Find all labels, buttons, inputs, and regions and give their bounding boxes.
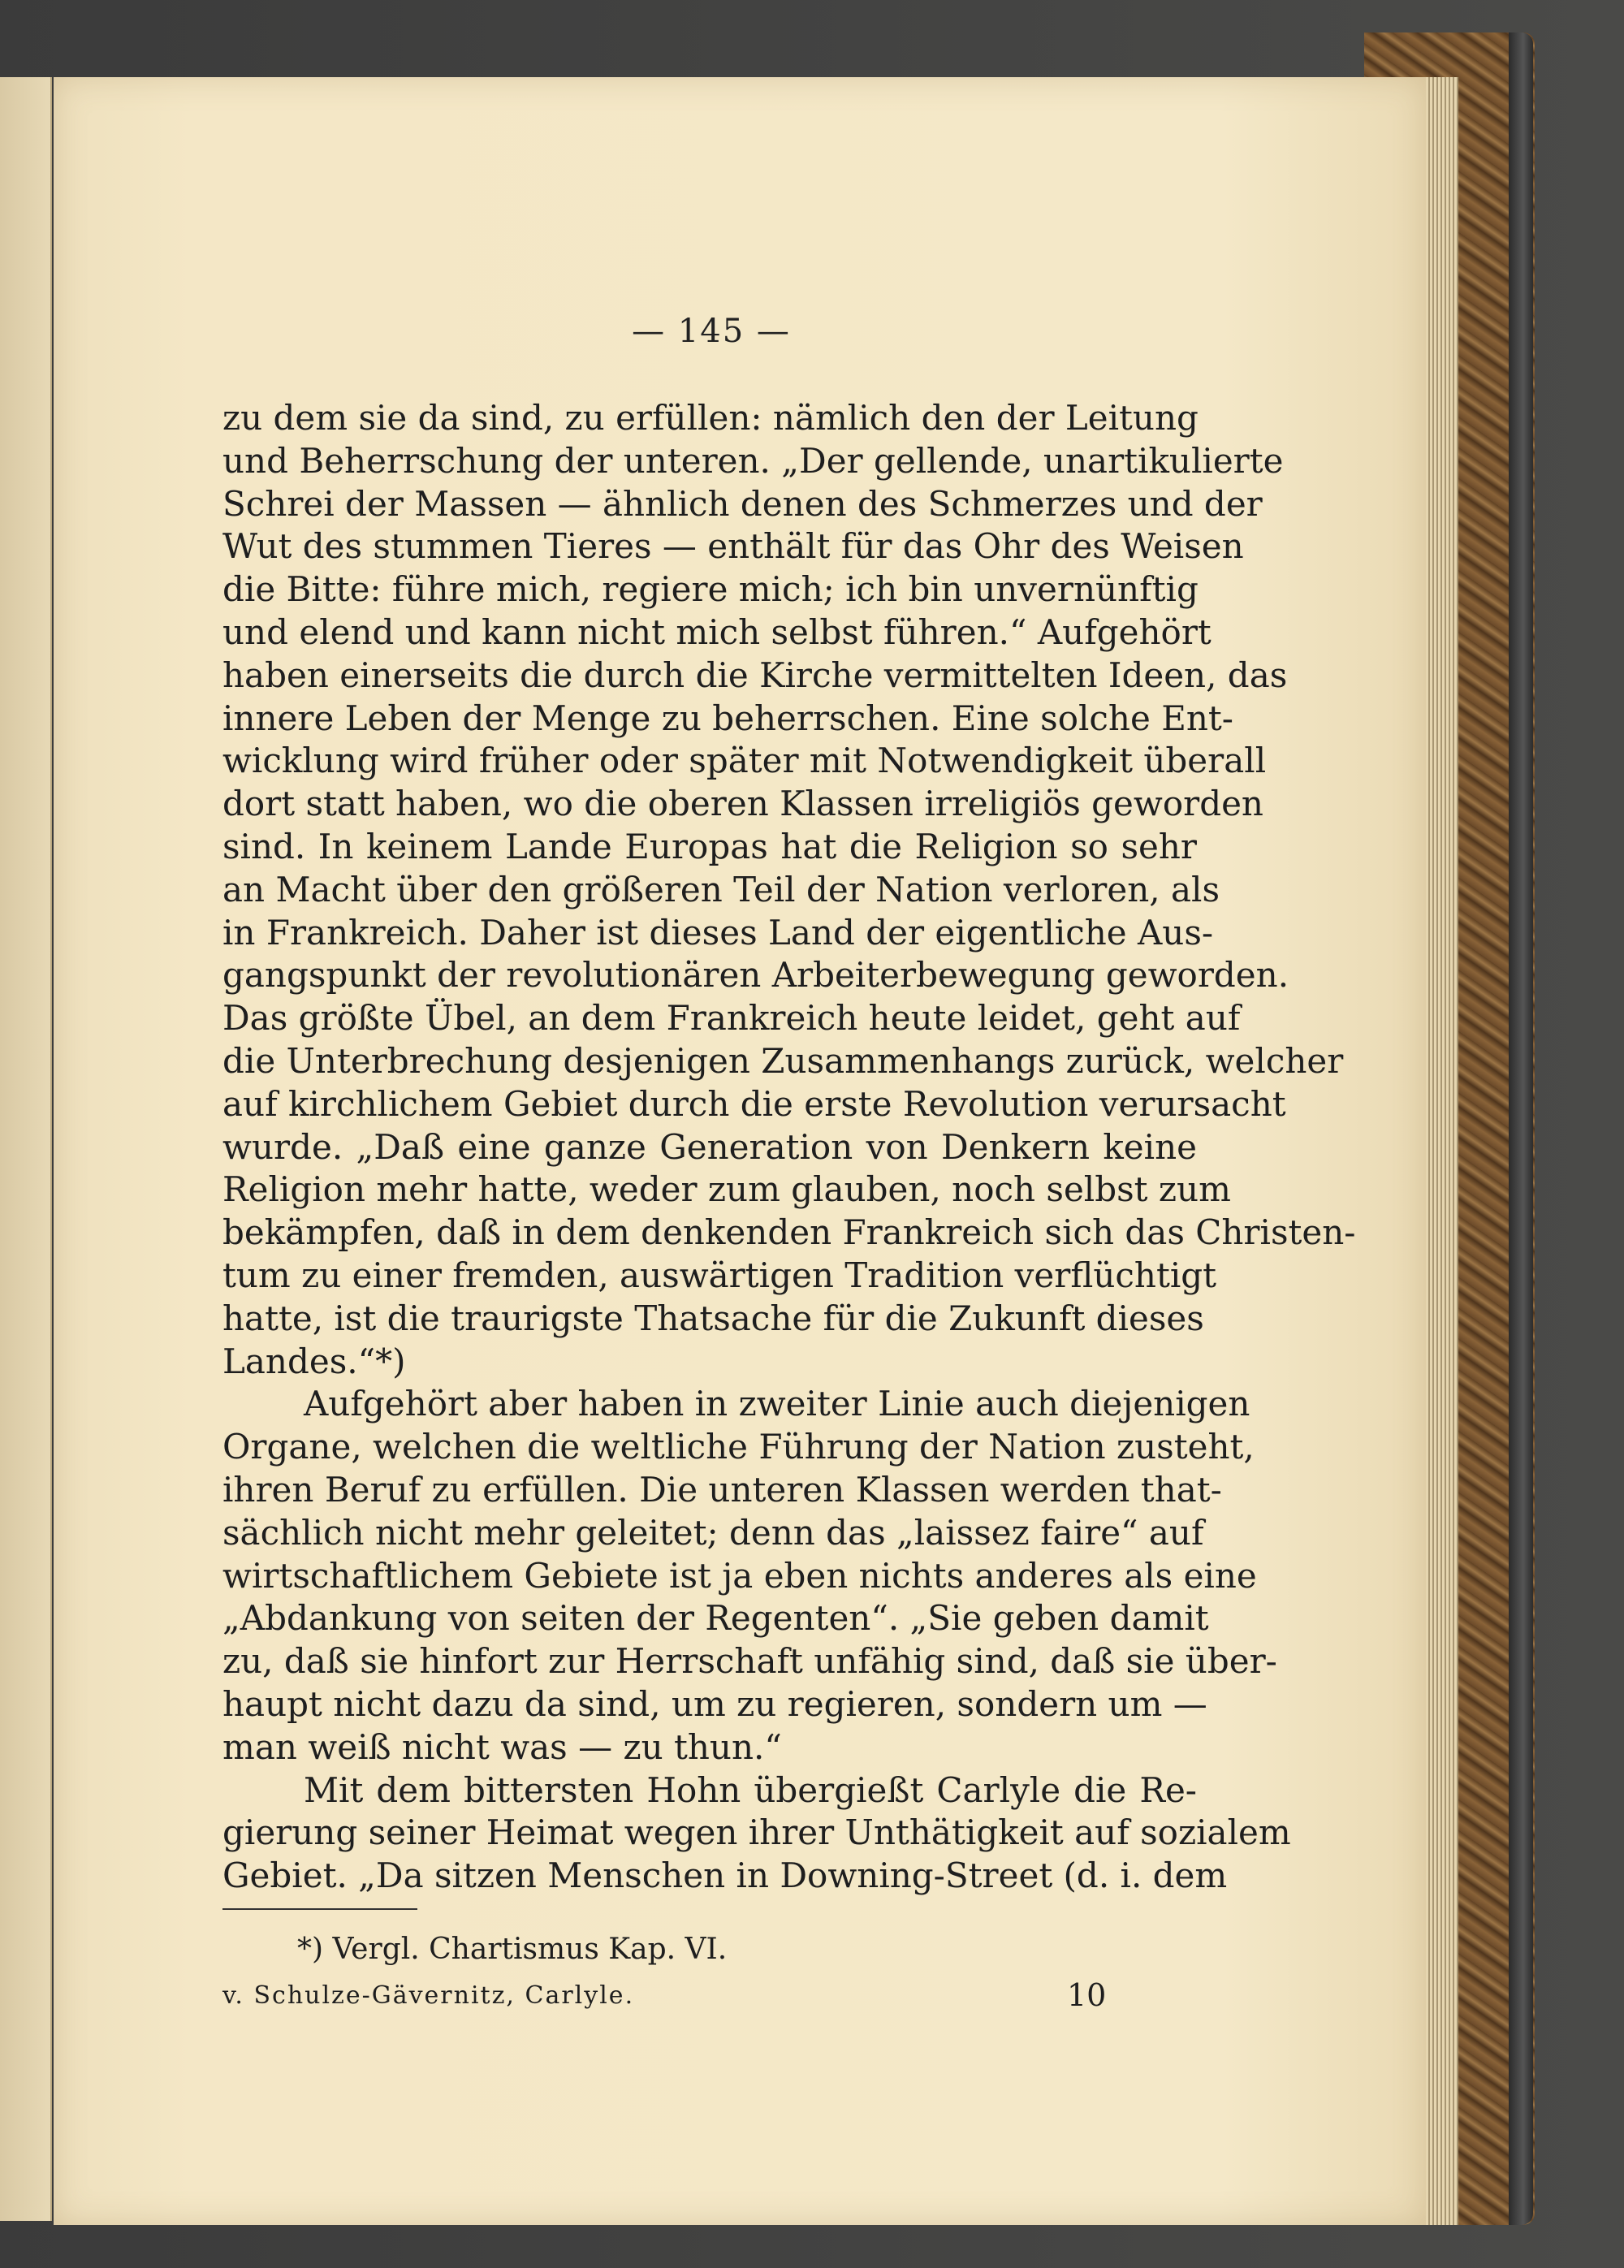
text-line: hatte, ist die traurigste Thatsache für die Zukunft dieses	[222, 1298, 1204, 1338]
text-line: die Bitte: führe mich, regiere mich; ich bin unvernünftig	[222, 569, 1199, 610]
text-line: zu, daß sie hinfort zur Herrschaft unfähig sind, daß sie über-	[222, 1641, 1277, 1682]
text-line: dort statt haben, wo die oberen Klassen irreligiös geworden	[222, 784, 1263, 824]
text-line: bekämpfen, daß in dem denkenden Frankreich sich das Christen-	[222, 1212, 1356, 1253]
text-line: sind. In keinem Lande Europas hat die Religion so sehr	[222, 826, 1197, 866]
text-line: gierung seiner Heimat wegen ihrer Unthätigkeit auf sozialem	[222, 1812, 1291, 1853]
text-line: Religion mehr hatte, weder zum glauben, noch selbst zum	[222, 1169, 1231, 1210]
text-line: haben einerseits die durch die Kirche vermittelten Ideen, das	[222, 654, 1288, 695]
text-line: wurde. „Daß eine ganze Generation von Denkern keine	[222, 1126, 1197, 1167]
page-stack-edges	[1426, 77, 1458, 2225]
text-line: Das größte Übel, an dem Frankreich heute leidet, geht auf	[222, 998, 1241, 1039]
text-line: sächlich nicht mehr geleitet; denn das „laissez faire“ auf	[222, 1512, 1204, 1553]
signature-line: v. Schulze-Gävernitz, Carlyle.	[222, 1981, 635, 2010]
text-line: an Macht über den größeren Teil der Nation verloren, als	[222, 869, 1220, 909]
book-page	[54, 77, 1426, 2225]
text-line: Mit dem bittersten Hohn übergießt Carlyle die Re-	[304, 1769, 1197, 1810]
sheet-number: 10	[1067, 1977, 1107, 2013]
page-number-header: — 145 —	[632, 313, 791, 350]
text-line: zu dem sie da sind, zu erfüllen: nämlich den der Leitung	[222, 398, 1199, 438]
footnote: *) Vergl. Chartismus Kap. VI.	[297, 1933, 728, 1966]
text-line: man weiß nicht was — zu thun.“	[222, 1726, 782, 1767]
book-spine-edge	[1509, 32, 1533, 2225]
text-line: wirtschaftlichem Gebiete ist ja eben nichts anderes als eine	[222, 1555, 1257, 1596]
text-line: Schrei der Massen — ähnlich denen des Schmerzes und der	[222, 483, 1263, 524]
text-line: „Abdankung von seiten der Regenten“. „Sie geben damit	[222, 1598, 1209, 1639]
text-line: haupt nicht dazu da sind, um zu regieren, sondern um —	[222, 1683, 1207, 1724]
text-line: Gebiet. „Da sitzen Menschen in Downing-Street (d. i. dem	[222, 1855, 1228, 1896]
text-line: Organe, welchen die weltliche Führung der Nation zusteht,	[222, 1427, 1255, 1467]
text-line: wicklung wird früher oder später mit Notwendigkeit überall	[222, 741, 1267, 781]
text-line: auf kirchlichem Gebiet durch die erste Revolution verursacht	[222, 1083, 1286, 1124]
text-line: die Unterbrechung desjenigen Zusammenhangs zurück, welcher	[222, 1040, 1344, 1081]
facing-page-edge	[0, 77, 52, 2221]
footnote-rule	[222, 1908, 417, 1910]
text-line: ihren Beruf zu erfüllen. Die unteren Klassen werden that-	[222, 1469, 1222, 1510]
text-line: gangspunkt der revolutionären Arbeiterbewegung geworden.	[222, 955, 1289, 996]
text-line: und Beherrschung der unteren. „Der gellende, unartikulierte	[222, 440, 1284, 481]
text-line: Landes.“*)	[222, 1341, 406, 1381]
text-line: tum zu einer fremden, auswärtigen Tradition verflüchtigt	[222, 1255, 1217, 1295]
text-line: Aufgehört aber haben in zweiter Linie auch diejenigen	[304, 1384, 1250, 1424]
text-line: Wut des stummen Tieres — enthält für das Ohr des Weisen	[222, 526, 1244, 567]
text-line: und elend und kann nicht mich selbst führen.“ Aufgehört	[222, 611, 1212, 652]
body-text	[222, 397, 1356, 1898]
text-line: in Frankreich. Daher ist dieses Land der eigentliche Aus-	[222, 912, 1214, 953]
text-line: innere Leben der Menge zu beherrschen. Eine solche Ent-	[222, 698, 1233, 738]
